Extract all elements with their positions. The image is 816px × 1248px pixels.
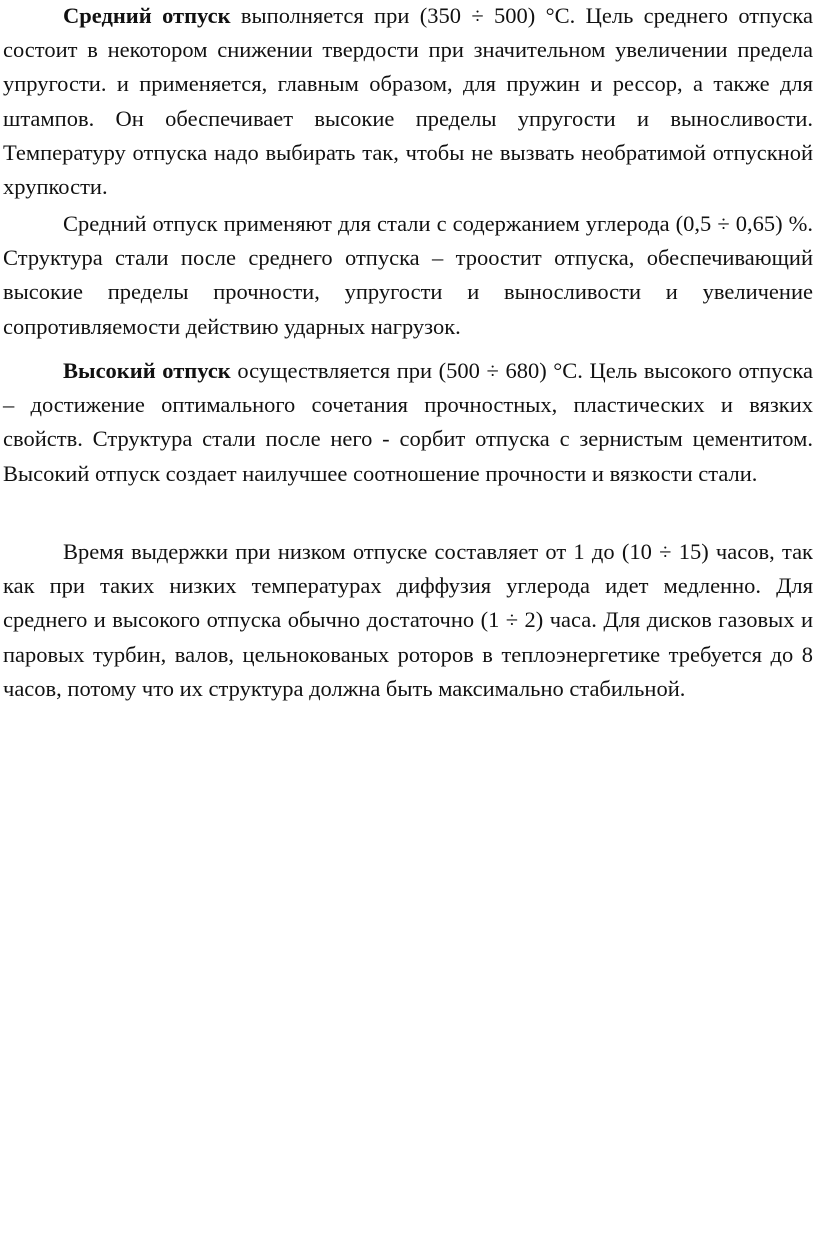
term-high-tempering: Высокий отпуск — [63, 358, 231, 383]
paragraph-high-tempering — [3, 354, 813, 491]
paragraph-holding-time — [3, 535, 813, 706]
paragraph-text: выполняется при (350 ÷ 500) °С. Цель среднего отпуска состоит в некотором снижении твердости при значительном увеличении предела упругости. и применяется, главным образом, для пружин и рессор, а также для штампов. Он обеспечивает высокие пределы упругости и выносливости. Температуру отпуска надо выбирать так, чтобы не вызвать необратимой отпускной хрупкости. — [3, 3, 813, 200]
paragraph-text: осуществляется при (500 ÷ 680) °С. Цель высокого отпуска – достижение оптимального сочетания прочностных, пластических и вязких свойств. Структура стали после него - сорбит отпуска с зернистым цементитом. Высокий отпуск создает наилучшее соотношение прочности и вязкости стали. — [3, 358, 813, 486]
paragraph-text: Время выдержки при низком отпуске составляет от 1 до (10 ÷ 15) часов, так как при таких низких температурах диффузия углерода идет медленно. Для среднего и высокого отпуска обычно достаточно (1 ÷ 2) часа. Для дисков газовых и паровых турбин, валов, цельнокованых роторов в теплоэнергетике требуется до 8 часов, потому что их структура должна быть максимально стабильной. — [3, 539, 813, 701]
term-medium-tempering: Средний отпуск — [63, 3, 231, 28]
paragraph-medium-tempering — [3, 0, 813, 204]
paragraph-text: Средний отпуск применяют для стали с содержанием углерода (0,5 ÷ 0,65) %. Структура стали после среднего отпуска – троостит отпуска, обеспечивающий высокие пределы прочности, упругости и выносливости и увеличение сопротивляемости действию ударных нагрузок. — [3, 211, 813, 339]
paragraph-medium-tempering-application — [3, 207, 813, 344]
